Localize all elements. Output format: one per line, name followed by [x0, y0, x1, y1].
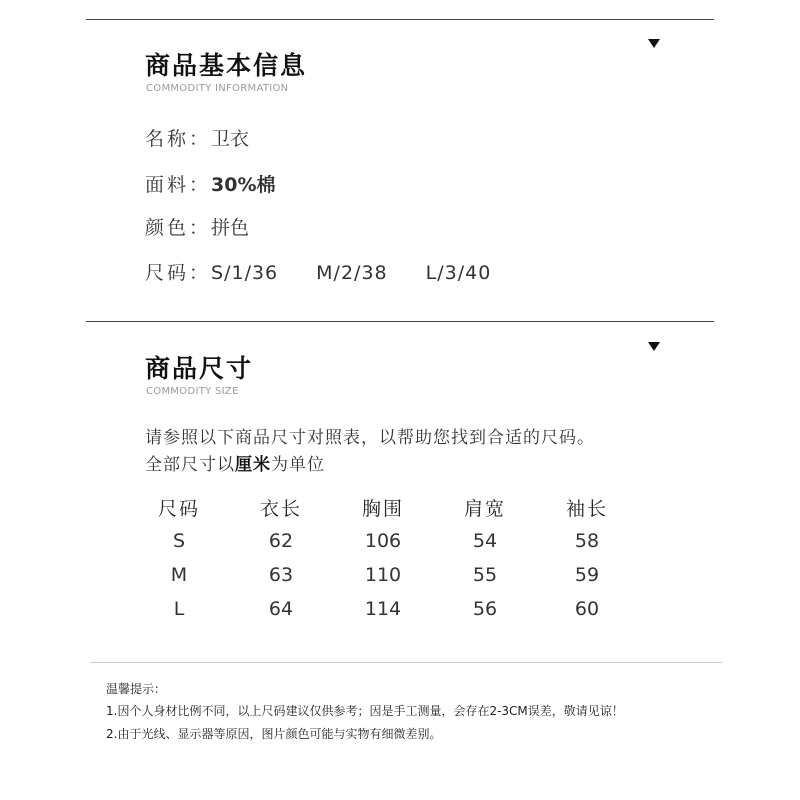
middle-divider: [86, 321, 714, 322]
cell-shoulder: 55: [472, 564, 498, 586]
top-divider: [86, 19, 714, 20]
size-row: [145, 258, 529, 285]
notes-divider: [90, 662, 722, 663]
cell-chest: 106: [364, 530, 402, 552]
cell-length: 63: [268, 564, 294, 586]
header-chest: 胸围: [361, 497, 404, 520]
size-description: 请参照以下商品尺寸对照表，以帮助您找到合适的尺码。: [145, 428, 595, 448]
header-size: 尺码: [157, 497, 200, 520]
basic-info-subtitle: COMMODITY INFORMATION: [146, 83, 289, 94]
down-triangle-icon: [648, 342, 660, 351]
cell-shoulder: 56: [472, 598, 498, 620]
cell-size: L: [173, 598, 185, 620]
fabric-row: [145, 170, 276, 197]
table-row: [128, 592, 638, 626]
size-chart-table: [128, 490, 638, 626]
unit-note-prefix: 全部尺寸以: [145, 455, 235, 475]
cell-sleeve: 58: [574, 530, 600, 552]
cell-sleeve: 60: [574, 598, 600, 620]
unit-note-suffix: 为单位: [271, 455, 325, 475]
size-option-m: M/2/38: [316, 262, 388, 284]
size-option-l: L/3/40: [425, 262, 492, 284]
cell-chest: 114: [364, 598, 402, 620]
down-triangle-icon: [648, 39, 660, 48]
note-line-2: 2.由于光线、显示器等原因，图片颜色可能与实物有细微差别。: [106, 727, 442, 741]
fabric-label: 面料：: [145, 174, 212, 196]
name-value: 卫衣: [211, 128, 250, 150]
cell-length: 64: [268, 598, 294, 620]
color-value: 拼色: [211, 217, 250, 239]
unit-note: [145, 450, 325, 475]
color-row: [145, 213, 249, 240]
name-row: [145, 124, 249, 151]
cell-sleeve: 59: [574, 564, 600, 586]
fabric-value: 30%棉: [211, 174, 276, 196]
size-option-s: S/1/36: [211, 262, 279, 284]
header-length: 衣长: [259, 497, 302, 520]
header-shoulder: 肩宽: [463, 497, 506, 520]
table-header-row: [128, 490, 638, 524]
size-label: 尺码：: [145, 262, 212, 284]
basic-info-title: 商品基本信息: [145, 51, 308, 80]
table-row: [128, 524, 638, 558]
size-section-title: 商品尺寸: [145, 354, 254, 383]
cell-shoulder: 54: [472, 530, 498, 552]
cell-chest: 110: [364, 564, 402, 586]
unit-note-unit: 厘米: [235, 455, 271, 475]
note-line-1: 1.因个人身材比例不同，以上尺码建议仅供参考；因是手工测量，会存在2-3CM误差，敬请见谅！: [106, 704, 624, 718]
size-section-subtitle: COMMODITY SIZE: [146, 386, 239, 397]
name-label: 名称：: [145, 128, 212, 150]
header-sleeve: 袖长: [565, 497, 608, 520]
cell-size: S: [172, 530, 186, 552]
color-label: 颜色：: [145, 217, 212, 239]
cell-size: M: [170, 564, 188, 586]
notes-title: 温馨提示：: [106, 682, 167, 696]
table-row: [128, 558, 638, 592]
cell-length: 62: [268, 530, 294, 552]
